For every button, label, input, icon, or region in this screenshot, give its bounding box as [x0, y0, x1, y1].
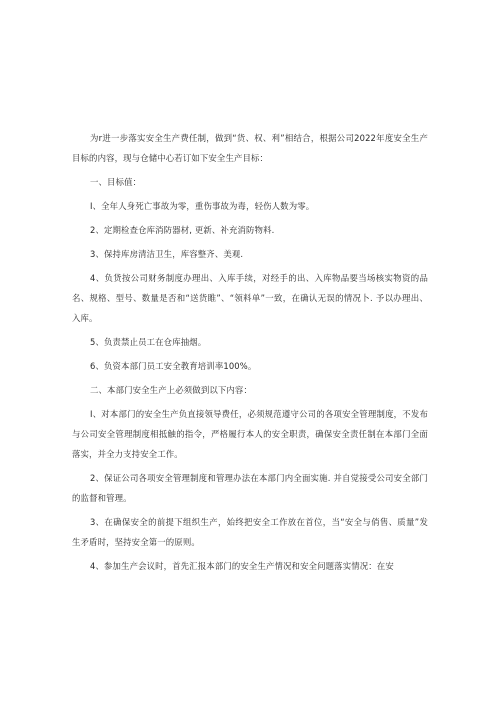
target-item-6: 6、负资本部门员工安全教育培训率100%。	[90, 361, 257, 371]
requirement-item-3: 3、在确保安全的前提下组织生产，始终把安全工作放在首位，当“安全与俏售、质量”发生矛盾时，坚持安全第一的原则。	[72, 517, 428, 547]
requirement-item-1: I、对本部门的安全生产负直接领导费任，必须规范遵守公司的各项安全管理制度，不发布与公司安全管理制度相抵触的指令，严格履行本人的安全职责，确保安全责任制在本部门全面落实，并全力支持安全工作。	[72, 409, 428, 459]
requirement-item-2: 2、保证公司各项安全管理制度和管理办法在本部门内全面实施. 并自觉接受公司安全部门的监督和管理。	[72, 473, 428, 503]
target-item-2: 2、定期检查仓库消防器材, 更新、补充消防物料.	[90, 225, 275, 235]
target-item-1: I、全年人身死亡事故为零，重伤事故为毒，轻伤人数为零。	[90, 201, 315, 211]
section-heading-requirements: 二、本部门安全生产上必须做到以下内容：	[90, 385, 252, 395]
target-item-3: 3、保持库房清洁卫生，库容整齐、美观.	[90, 249, 244, 259]
requirement-item-4: 4、参加生产会议时，首先汇报本部门的安全生产情况和安全问题落实情况：在安	[90, 561, 394, 571]
intro-paragraph: 为r进一步落实安全生产费任制，做到“货、权、利”相结合，根据公司2022年度安全生产目标的内容，现与仓储中心若订如下安全生产目标：	[72, 133, 428, 163]
target-item-5: 5、负责禁止员工在仓库抽烟。	[90, 337, 207, 347]
section-heading-targets: 一、目标值：	[90, 177, 142, 187]
target-item-4: 4、负货按公司财务制度办理出、入库手续，对经手的出、入库物品要当场核实物资的品名、规格、型号、数量是否和“送货睢”、“领料单”一致，在确认无误的情况卜. 予以办理出、入库。	[72, 273, 428, 323]
document-body	[72, 128, 428, 580]
